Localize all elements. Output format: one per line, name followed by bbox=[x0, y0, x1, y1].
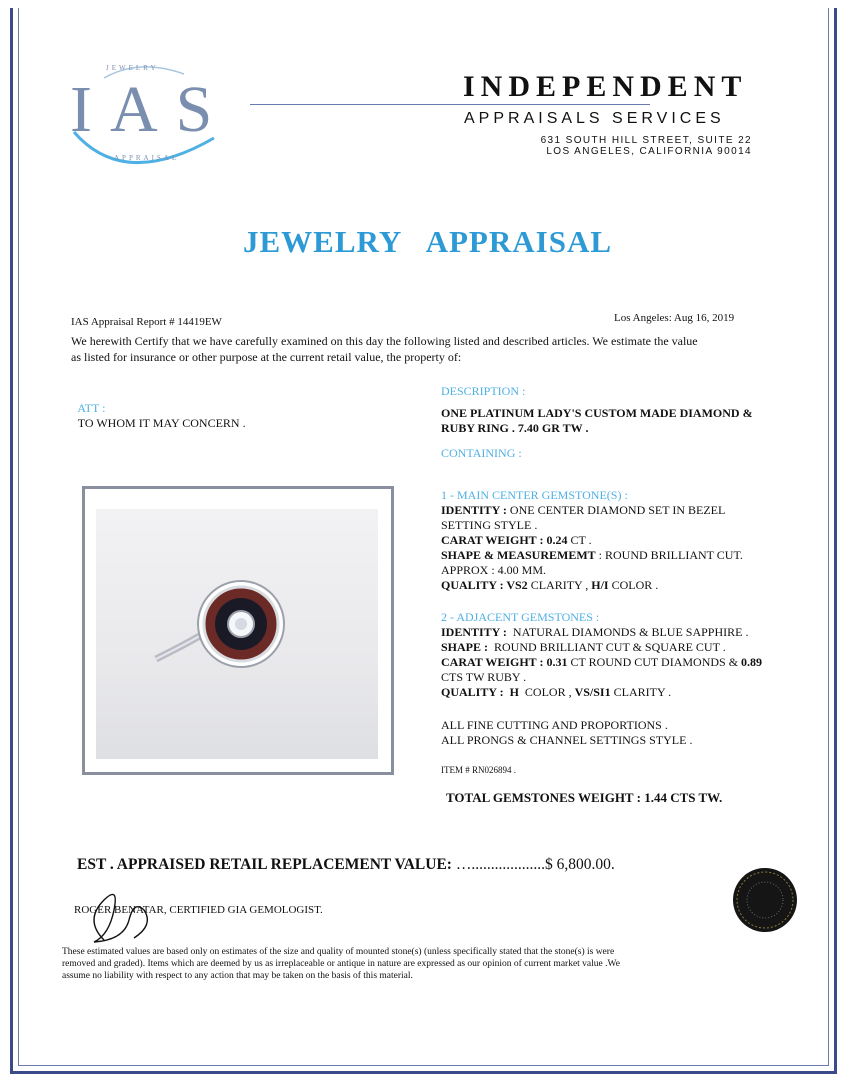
gem1-carat bbox=[441, 533, 592, 548]
gem2-quality-label: QUALITY : bbox=[441, 685, 504, 699]
gem1-carat-label: CARAT WEIGHT : bbox=[441, 533, 544, 547]
ring-photo bbox=[96, 509, 378, 759]
gem2-shape bbox=[441, 640, 726, 655]
logo-arc-top: JEWELRY bbox=[106, 64, 159, 72]
gem2-quality-clarity: VS/SI1 bbox=[574, 685, 611, 699]
gem1-shape-cont: APPROX : 4.00 MM. bbox=[441, 563, 547, 577]
gem2-shape-value: ROUND BRILLIANT CUT & SQUARE CUT . bbox=[488, 640, 726, 654]
gem1-shape-label: SHAPE & MEASUREMEMT bbox=[441, 548, 596, 562]
gem2-carat-label: CARAT WEIGHT : bbox=[441, 655, 544, 669]
gem1-quality-color: H/I bbox=[591, 578, 609, 592]
company-name: INDEPENDENT bbox=[463, 70, 748, 103]
appraised-value-label: EST . APPRAISED RETAIL REPLACEMENT VALUE: bbox=[77, 856, 452, 873]
gem1-identity-value: ONE CENTER DIAMOND SET IN BEZEL bbox=[506, 503, 726, 517]
gem1-identity-cont: SETTING STYLE . bbox=[441, 518, 538, 532]
gem1-quality bbox=[441, 578, 658, 593]
notes-line-2: ALL PRONGS & CHANNEL SETTINGS STYLE . bbox=[441, 733, 693, 747]
gem2-identity bbox=[441, 625, 748, 640]
document-title: JEWELRY APPRAISAL bbox=[243, 224, 613, 259]
address-line-1: 631 SOUTH HILL STREET, SUITE 22 bbox=[540, 135, 752, 146]
gem1-quality-text2: COLOR . bbox=[608, 578, 659, 592]
appraised-value-line bbox=[77, 856, 615, 874]
gem2-shape-label: SHAPE : bbox=[441, 640, 489, 654]
logo-arc-bottom: APPRAISAL bbox=[114, 154, 180, 162]
disclaimer-line-1: These estimated values are based only on estimates of the size and quality of mounted stone(s) (unless specifically stated that the stone(s) is were bbox=[62, 947, 615, 957]
att-label: ATT : bbox=[77, 401, 106, 415]
gem2-heading: 2 - ADJACENT GEMSTONES : bbox=[441, 610, 600, 624]
disclaimer bbox=[62, 946, 802, 982]
company-subtitle: APPRAISALS SERVICES bbox=[464, 110, 725, 127]
certify-line-2: as listed for insurance or other purpose at the current retail value, the property of: bbox=[71, 350, 462, 364]
address-line-2: LOS ANGELES, CALIFORNIA 90014 bbox=[546, 146, 752, 157]
appraised-value-amount: $ 6,800.00. bbox=[544, 856, 615, 873]
gem1-quality-text: CLARITY , bbox=[527, 578, 592, 592]
ias-logo bbox=[64, 60, 244, 180]
gem2-identity-label: IDENTITY : bbox=[441, 625, 507, 639]
disclaimer-line-3: assume no liability with respect to any action that may be taken on the basis of this material. bbox=[62, 971, 413, 981]
gem2-quality bbox=[441, 685, 671, 700]
seal-icon bbox=[733, 868, 797, 932]
att-line bbox=[72, 386, 246, 431]
header-rule bbox=[250, 104, 650, 105]
gem1-carat-unit: CT . bbox=[567, 533, 592, 547]
item-number: ITEM # RN026894 . bbox=[441, 765, 516, 775]
gem1-identity bbox=[441, 503, 725, 518]
description-label: DESCRIPTION : bbox=[441, 384, 526, 398]
gem2-carat bbox=[441, 655, 762, 670]
gem1-carat-value: 0.24 bbox=[543, 533, 568, 547]
att-value: TO WHOM IT MAY CONCERN . bbox=[77, 416, 246, 430]
ring-photo-frame bbox=[82, 486, 394, 775]
gem2-quality-text2: CLARITY . bbox=[610, 685, 672, 699]
gem2-identity-value: NATURAL DIAMONDS & BLUE SAPPHIRE . bbox=[506, 625, 749, 639]
gem1-heading: 1 - MAIN CENTER GEMSTONE(S) : bbox=[441, 488, 628, 502]
logo-letters: IAS bbox=[70, 73, 231, 146]
gem1-identity-label: IDENTITY : bbox=[441, 503, 507, 517]
gem2-quality-color: H bbox=[503, 685, 519, 699]
report-number: IAS Appraisal Report # 14419EW bbox=[71, 316, 222, 328]
description-line-1: ONE PLATINUM LADY'S CUSTOM MADE DIAMOND & bbox=[441, 406, 753, 420]
gem2-carat-value: 0.31 bbox=[543, 655, 568, 669]
gem2-quality-text: COLOR , bbox=[518, 685, 575, 699]
containing-label: CONTAINING : bbox=[441, 446, 522, 460]
gem1-quality-label: QUALITY : bbox=[441, 578, 504, 592]
gem2-carat-cont: CTS TW RUBY . bbox=[441, 670, 527, 684]
disclaimer-line-2: removed and graded). Items which are deemed by us as irreplaceable or antique in nature are expressed as our opinion of current market value .We bbox=[62, 959, 620, 969]
certify-line-1: We herewith Certify that we have carefully examined on this day the following listed and described articles. We estimate the value bbox=[71, 334, 698, 348]
gem2-carat-mid: CT ROUND CUT DIAMONDS & bbox=[567, 655, 742, 669]
description-line-2: RUBY RING . 7.40 GR TW . bbox=[441, 421, 589, 435]
appraised-value-dots: …................... bbox=[451, 856, 545, 873]
gemologist-signature: ROGER BENATAR, CERTIFIED GIA GEMOLOGIST. bbox=[74, 904, 323, 916]
report-location-date: Los Angeles: Aug 16, 2019 bbox=[614, 312, 735, 324]
notes-line-1: ALL FINE CUTTING AND PROPORTIONS . bbox=[441, 718, 668, 732]
gem1-shape bbox=[441, 548, 743, 563]
total-gemstone-weight: TOTAL GEMSTONES WEIGHT : 1.44 CTS TW. bbox=[446, 790, 723, 805]
gem1-quality-clarity: VS2 bbox=[503, 578, 528, 592]
ring-image-icon bbox=[96, 509, 378, 759]
gem2-carat-value2: 0.89 bbox=[741, 655, 763, 669]
gem1-shape-value: : ROUND BRILLIANT CUT. bbox=[595, 548, 743, 562]
hologram-seal bbox=[733, 868, 797, 932]
